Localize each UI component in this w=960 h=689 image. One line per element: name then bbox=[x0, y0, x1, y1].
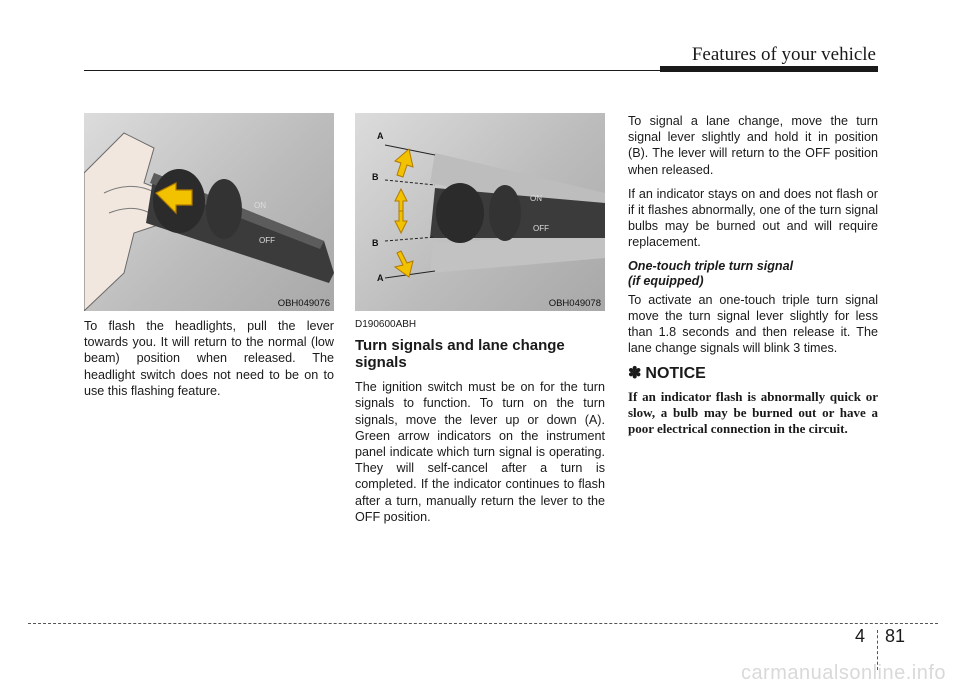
subtitle-line: One-touch triple turn signal bbox=[628, 258, 794, 273]
column-left bbox=[84, 318, 334, 407]
turn-signal-paragraph: The ignition switch must be on for the turn signals to function. To turn on the turn signals, move the lever up or down (A). Green arrow indicators on the instrument panel indicate which turn signal is operating. They will self-cancel after a turn is completed. If the indicator continues to flash after a turn, manually return the lever to the OFF position. bbox=[355, 380, 605, 524]
label-a-top: A bbox=[377, 131, 384, 141]
subtitle-line: (if equipped) bbox=[628, 273, 704, 288]
lever-pull-illustration bbox=[84, 113, 334, 311]
header-rule bbox=[84, 70, 660, 71]
arrow-up-b-icon bbox=[395, 189, 407, 211]
column-middle bbox=[355, 317, 605, 533]
label-b-bottom: B bbox=[372, 238, 379, 248]
watermark: carmanualsonline.info bbox=[740, 662, 946, 684]
section-code: D190600ABH bbox=[355, 319, 417, 330]
headlight-flash-photo bbox=[84, 113, 334, 311]
one-touch-subtitle bbox=[628, 259, 878, 289]
arrow-down-b-icon bbox=[395, 211, 407, 233]
arrow-down-a-icon bbox=[395, 251, 413, 277]
column-right bbox=[628, 113, 878, 446]
label-b-top: B bbox=[372, 172, 379, 182]
arrow-up-a-icon bbox=[395, 149, 413, 177]
lane-change-paragraph: To signal a lane change, move the turn signal lever slightly and hold it in position (B). The lever will return to the OFF position when released. bbox=[628, 114, 878, 177]
one-touch-paragraph: To activate an one-touch triple turn signal move the turn signal lever slightly for less than 1.8 seconds and then release it. The lane change signals will blink 3 times. bbox=[628, 292, 878, 356]
section-title: Turn signals and lane change signals bbox=[355, 337, 565, 372]
header-rule-accent bbox=[660, 66, 878, 72]
notice-heading bbox=[628, 366, 878, 382]
footer-rule bbox=[28, 623, 938, 624]
figure-code: OBH049078 bbox=[548, 298, 601, 309]
page-number: 81 bbox=[885, 626, 906, 646]
figure-code: OBH049076 bbox=[277, 298, 330, 309]
turn-signal-photo bbox=[355, 113, 605, 311]
chapter-number: 4 bbox=[855, 626, 866, 646]
notice-title: NOTICE bbox=[645, 365, 706, 383]
headlight-flash-paragraph: To flash the headlights, pull the lever towards you. It will return to the normal (low beam) position when released. The headlight switch does not need to be on to use this flashing feature. bbox=[84, 319, 334, 398]
svg-text:ON: ON bbox=[530, 194, 542, 203]
label-a-bottom: A bbox=[377, 273, 384, 283]
notice-body: If an indicator flash is abnormally quick or slow, a bulb may be burned out or have a poor electrical connection in the circuit. bbox=[628, 388, 878, 437]
notice-symbol-icon: ✽ bbox=[628, 365, 642, 383]
turn-signal-illustration bbox=[355, 113, 605, 311]
header-title: Features of your vehicle bbox=[691, 44, 876, 65]
svg-text:OFF: OFF bbox=[533, 224, 549, 233]
svg-text:OFF: OFF bbox=[259, 236, 275, 245]
svg-text:ON: ON bbox=[254, 201, 266, 210]
indicator-paragraph: If an indicator stays on and does not flash or if it flashes abnormally, one of the turn signal bulbs may be burned out and will require replacement. bbox=[628, 186, 878, 250]
